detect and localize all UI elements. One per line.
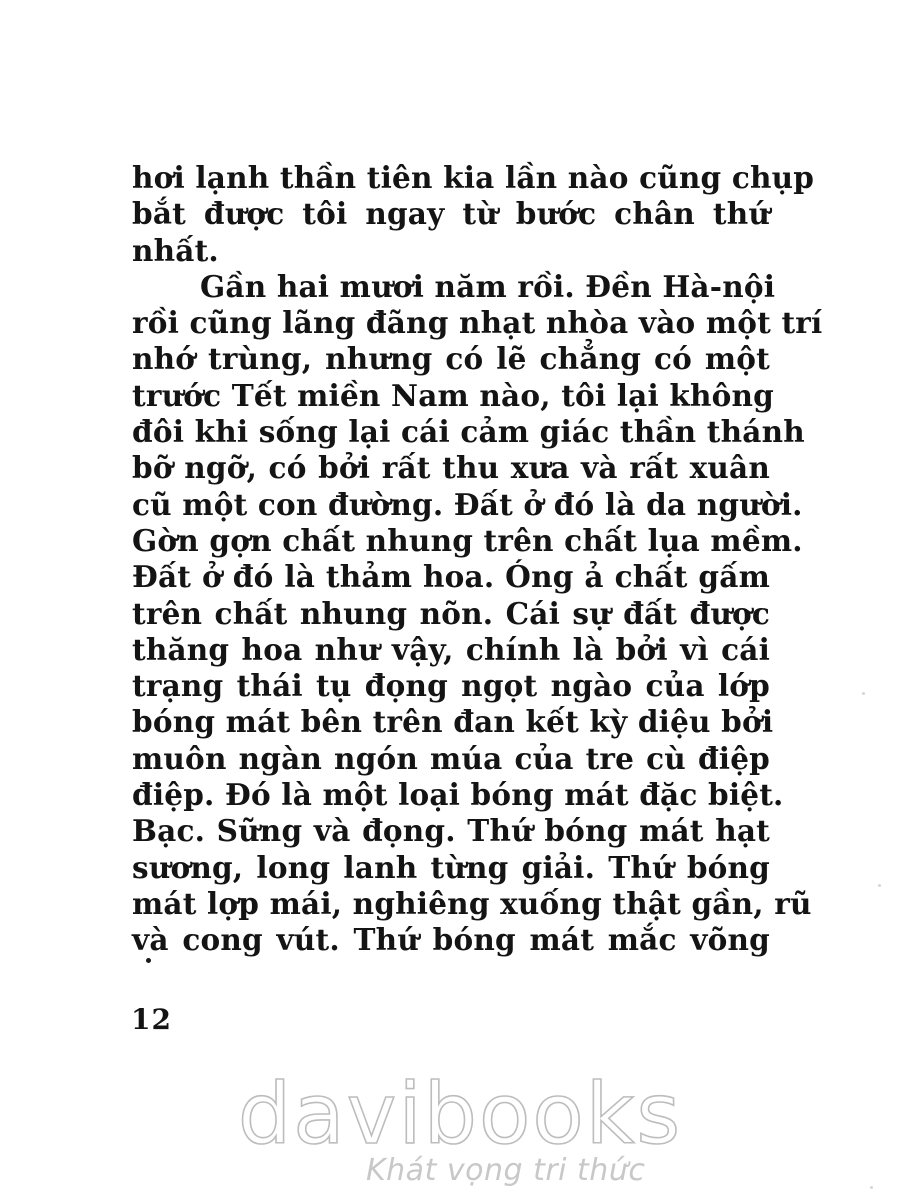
text-line: và cong vút. Thứ bóng mát mắc võng [132,922,770,958]
text-line: hơi lạnh thần tiên kia lần nào cũng chụp [132,160,815,195]
text-line: Bạc. Sững và đọng. Thứ bóng mát hạt [132,813,770,849]
watermark-logo: davibooks [237,1065,683,1163]
stray-dot-mark [146,958,151,963]
watermark-tagline: Khát vọng tri thức [366,1153,646,1188]
text-line: bắt được tôi ngay từ bước chân thứ [132,196,770,232]
scan-speck [878,884,881,887]
text-line: cũ một con đường. Đất ở đó là da người. [132,486,803,522]
text-line: mát lợp mái, nghiêng xuống thật gần, rũ [132,885,812,921]
text-line: sương, long lanh từng giải. Thứ bóng [132,849,770,885]
text-line: Đất ở đó là thảm hoa. Óng ả chất gấm [132,559,770,595]
text-line: bóng mát bên trên đan kết kỳ diệu bởi [132,704,774,740]
text-line: điệp. Đó là một loại bóng mát đặc biệt. [132,777,784,813]
text-line: bỡ ngỡ, có bởi rất thu xưa và rất xuân [132,450,770,486]
text-line: rồi cũng lãng đãng nhạt nhòa vào một trí [132,305,823,341]
text-line: trạng thái tụ đọng ngọt ngào của lớp [132,668,770,704]
text-line: Gần hai mươi năm rồi. Đền Hà-nội [200,268,776,304]
text-line: nhớ trùng, nhưng có lẽ chẳng có một [132,341,770,377]
text-line: muôn ngàn ngón múa của tre cù điệp [132,740,770,776]
page-body-text [132,160,823,959]
text-line: trước Tết miền Nam nào, tôi lại không [132,377,775,413]
page-number: 12 [131,1003,172,1036]
text-line: đôi khi sống lại cái cảm giác thần thánh [132,414,805,450]
text-line: nhất. [132,232,219,268]
text-line: Gờn gợn chất nhung trên chất lụa mềm. [132,522,803,558]
scan-speck [862,692,865,695]
text-line: thăng hoa như vậy, chính là bởi vì cái [132,631,770,667]
text-line: trên chất nhung nõn. Cái sự đất được [132,595,770,631]
scan-speck [870,1186,873,1189]
